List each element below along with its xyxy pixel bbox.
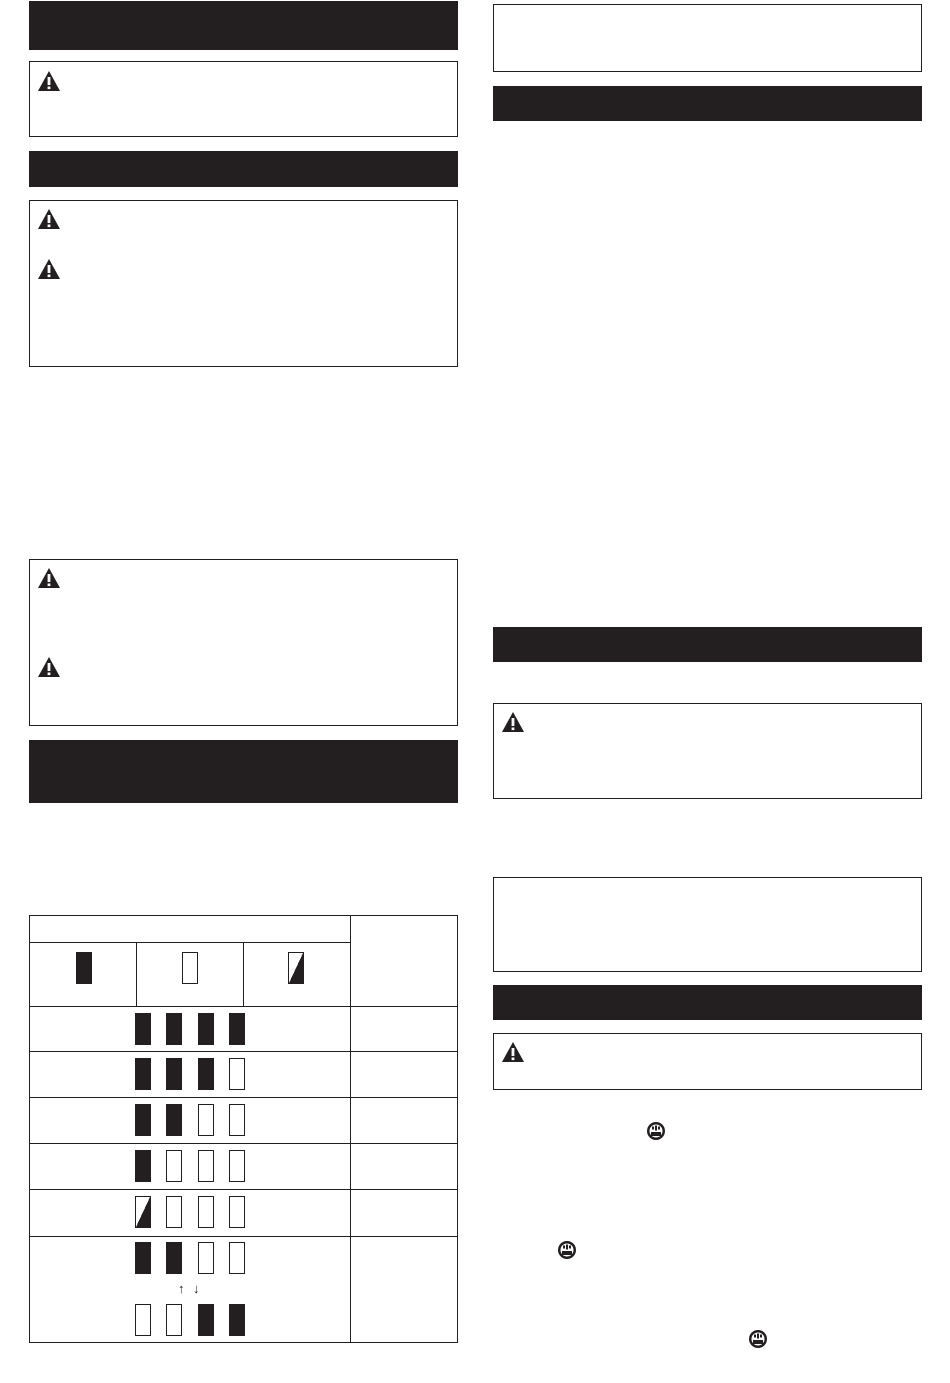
table-rule [30, 942, 350, 943]
indicator-lamp [166, 1058, 182, 1090]
indicator-lamp [166, 1013, 182, 1045]
table-rule [30, 1189, 457, 1190]
warning-box [493, 703, 922, 799]
indicator-lamp [198, 1304, 214, 1336]
indicator-lamp [198, 1150, 214, 1182]
section-header-bar [493, 985, 922, 1020]
indicator-lamp [198, 1242, 214, 1274]
warning-box [29, 200, 458, 367]
table-rule [30, 1097, 457, 1098]
warning-box [493, 1033, 922, 1090]
indicator-lamp [229, 1304, 245, 1336]
indicator-lamp [135, 1013, 151, 1045]
indicator-lamp [229, 1150, 245, 1182]
mode-button-icon [646, 1121, 666, 1141]
mode-button-icon [557, 1240, 577, 1260]
warning-triangle-icon [37, 656, 61, 678]
indicator-lamp [166, 1150, 182, 1182]
indicator-lamp [229, 1196, 245, 1228]
section-header-bar [493, 86, 922, 121]
warning-triangle-icon [37, 208, 61, 230]
indicator-lamp [198, 1058, 214, 1090]
legend-lamp-blinking [288, 952, 304, 984]
warning-box [29, 61, 458, 137]
section-header-bar [29, 151, 458, 187]
table-rule [30, 1051, 457, 1052]
indicator-lamp [166, 1242, 182, 1274]
warning-triangle-icon [37, 567, 61, 589]
table-rule [30, 1143, 457, 1144]
section-header-bar [493, 627, 922, 662]
indicator-lamp [135, 1104, 151, 1136]
table-rule [350, 916, 351, 1342]
warning-triangle-icon [501, 711, 525, 733]
indicator-lamp [229, 1013, 245, 1045]
table-rule [136, 942, 137, 1006]
mode-button-icon [748, 1329, 768, 1349]
indicator-lamp [135, 1196, 151, 1228]
indicator-lamp [198, 1104, 214, 1136]
indicator-lamp [135, 1304, 151, 1336]
arrow-up-icon: ↑ [178, 1281, 185, 1296]
table-rule [30, 1006, 457, 1007]
indicator-lamp [135, 1058, 151, 1090]
arrow-down-icon: ↓ [193, 1281, 200, 1296]
warning-triangle-icon [37, 70, 61, 92]
warning-box [29, 559, 458, 726]
indicator-lamp [135, 1242, 151, 1274]
table-rule [30, 1236, 457, 1237]
note-box [493, 877, 922, 972]
warning-triangle-icon [37, 258, 61, 280]
note-box [493, 4, 922, 72]
indicator-lamp [166, 1104, 182, 1136]
indicator-lamp [229, 1242, 245, 1274]
section-header-bar [29, 740, 458, 803]
indicator-lamp [229, 1058, 245, 1090]
warning-triangle-icon [501, 1041, 525, 1063]
indicator-lamp [198, 1013, 214, 1045]
battery-indicator-table [29, 915, 458, 1343]
indicator-lamp [198, 1196, 214, 1228]
indicator-lamp [135, 1150, 151, 1182]
legend-lamp-on [76, 952, 92, 984]
indicator-lamp [166, 1304, 182, 1336]
section-header-bar [29, 1, 458, 50]
indicator-lamp [229, 1104, 245, 1136]
indicator-lamp [166, 1196, 182, 1228]
legend-lamp-off [182, 952, 198, 984]
table-rule [243, 942, 244, 1006]
